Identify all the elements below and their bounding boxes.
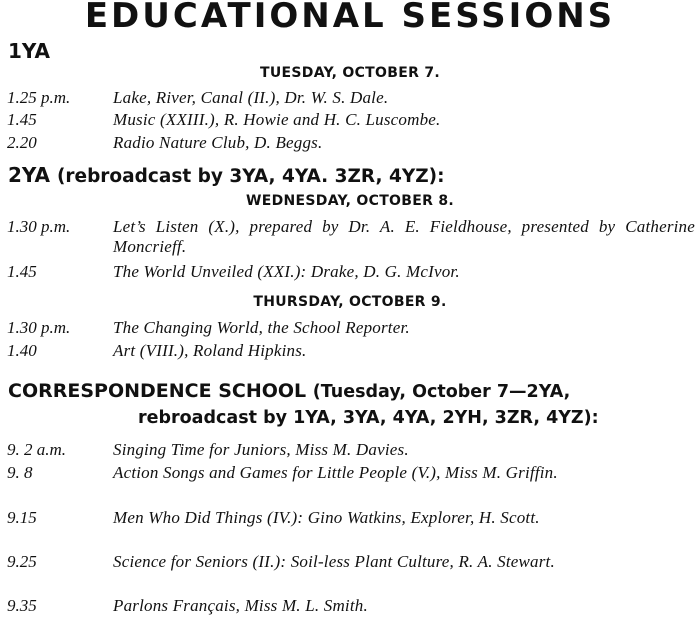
station-heading-1ya: [8, 39, 50, 63]
day-heading-tuesday: TUESDAY, OCTOBER 7.: [260, 65, 440, 81]
entry-description: Parlons Français, Miss M. L. Smith.: [113, 596, 368, 615]
entry-time: 1.30 p.m.: [7, 217, 71, 236]
entry-description: Men Who Did Things (IV.): Gino Watkins, Explorer, H. Scott.: [113, 508, 540, 527]
station-name: 2YA: [8, 163, 50, 187]
entry-time: 1.45: [7, 110, 37, 129]
entry-time: 9.35: [7, 596, 37, 615]
day-heading-thursday: THURSDAY, OCTOBER 9.: [253, 294, 447, 310]
entry-time: 1.25 p.m.: [7, 88, 71, 107]
entry-description: Lake, River, Canal (II.), Dr. W. S. Dale.: [113, 88, 389, 107]
entry-time: 1.30 p.m.: [7, 318, 71, 337]
entry-description: Action Songs and Games for Little People (V.), Miss M. Griffin.: [113, 463, 558, 482]
entry-description: The World Unveiled (XXI.): Drake, D. G. McIvor.: [113, 262, 460, 281]
correspondence-heading: [8, 380, 570, 404]
entry-description: The Changing World, the School Reporter.: [113, 318, 410, 337]
entry-description: Music (XXIII.), R. Howie and H. C. Luscombe.: [113, 110, 441, 129]
entry-time: 9. 8: [7, 463, 33, 482]
entry-time: 9.25: [7, 552, 37, 571]
page-title: EDUCATIONAL SESSIONS: [84, 0, 616, 36]
correspondence-title: CORRESPONDENCE SCHOOL: [8, 380, 307, 402]
entry-description: Radio Nature Club, D. Beggs.: [113, 133, 323, 152]
entry-description: Let’s Listen (X.), prepared by Dr. A. E. Fieldhouse, presented by Catherine Moncrieff.: [113, 217, 695, 256]
entry-time: 2.20: [7, 133, 37, 152]
day-heading-wednesday: WEDNESDAY, OCTOBER 8.: [246, 193, 454, 209]
correspondence-note-line1: (Tuesday, October 7—2YA,: [312, 382, 571, 402]
entry-time: 9.15: [7, 508, 37, 527]
station-heading-2ya: [8, 163, 445, 189]
entry-description: Singing Time for Juniors, Miss M. Davies.: [113, 440, 409, 459]
entry-time: 9. 2 a.m.: [7, 440, 67, 459]
station-note: (rebroadcast by 3YA, 4YA. 3ZR, 4YZ):: [56, 166, 445, 187]
entry-description: Science for Seniors (II.): Soil-less Plant Culture, R. A. Stewart.: [113, 552, 555, 571]
entry-description: Art (VIII.), Roland Hipkins.: [113, 341, 307, 360]
station-name: 1YA: [8, 39, 50, 63]
entry-time: 1.40: [7, 341, 37, 360]
correspondence-note-line2: rebroadcast by 1YA, 3YA, 4YA, 2YH, 3ZR, 4YZ):: [138, 408, 599, 428]
entry-time: 1.45: [7, 262, 37, 281]
